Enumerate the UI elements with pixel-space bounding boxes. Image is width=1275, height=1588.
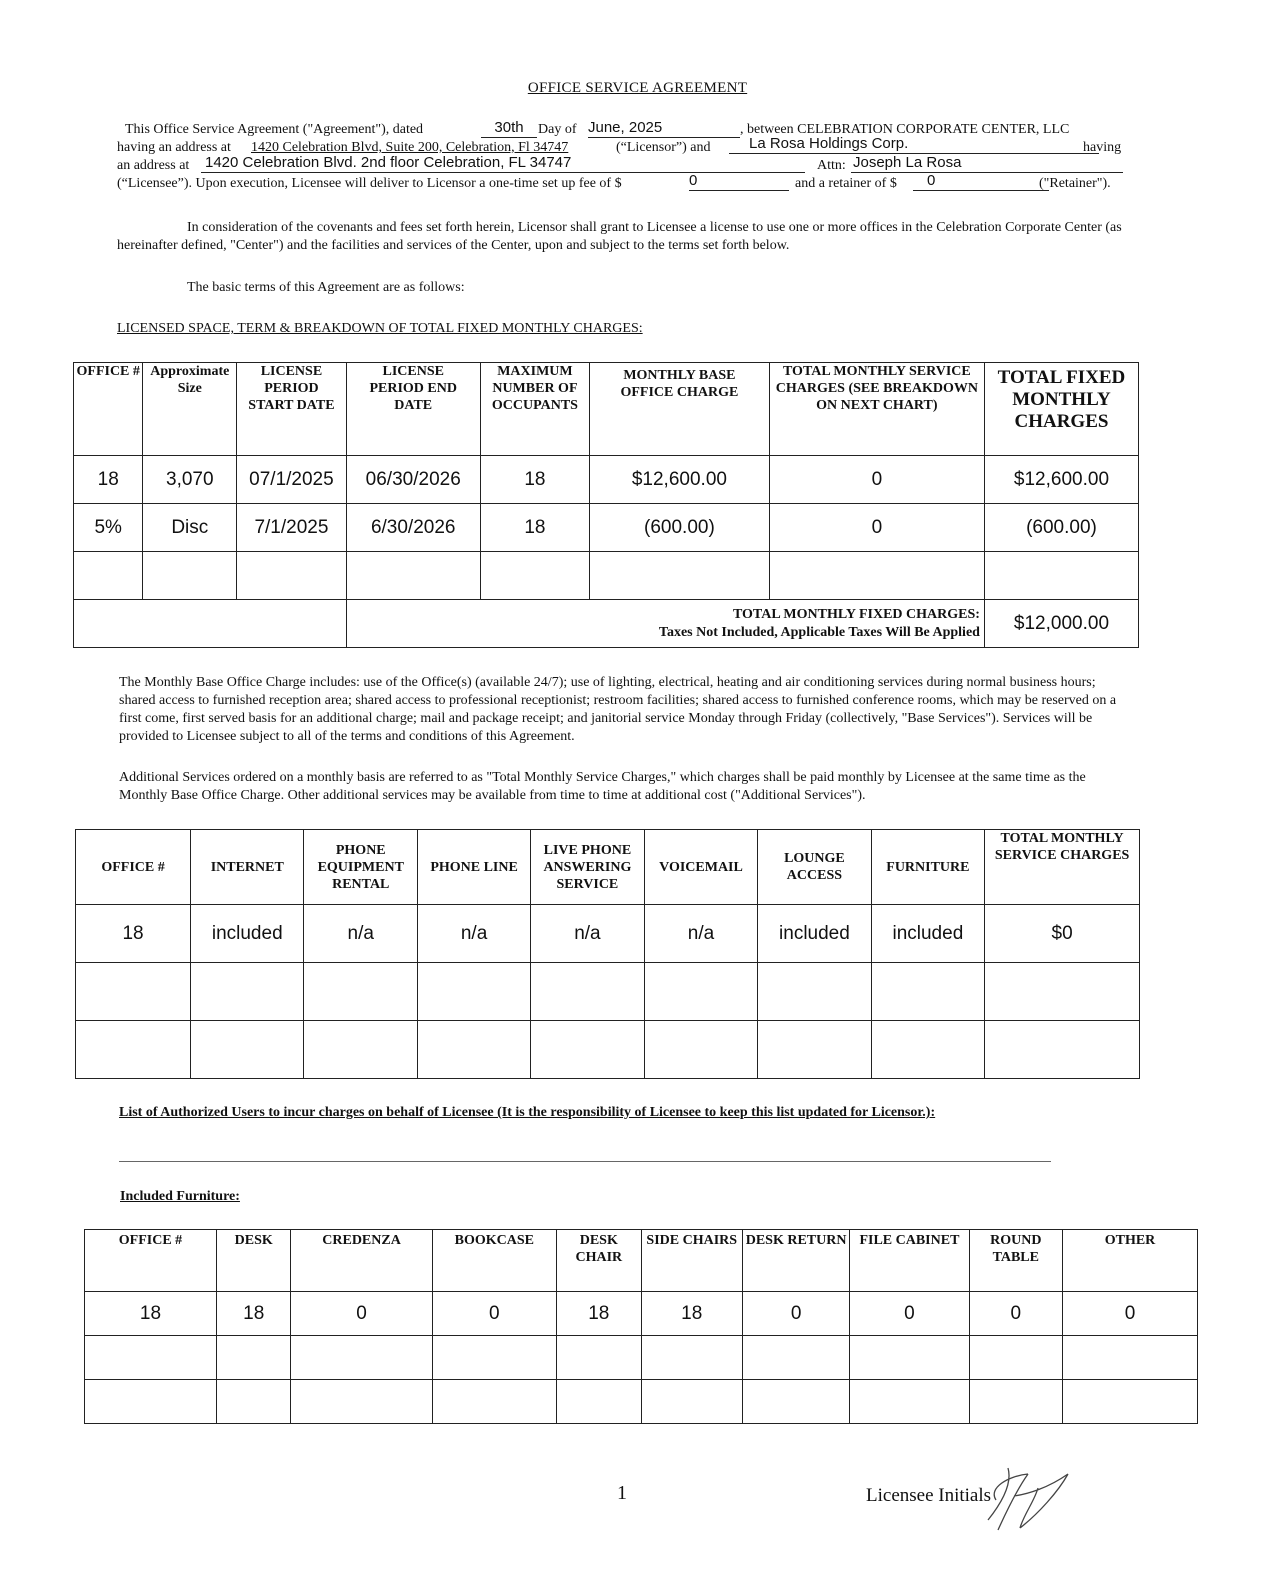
header-base-charge: MONTHLY BASE OFFICE CHARGE <box>590 363 770 456</box>
cell-internet <box>191 963 304 1021</box>
cell-office: 5% <box>74 504 143 552</box>
licensed-space-heading: LICENSED SPACE, TERM & BREAKDOWN OF TOTAL FIXED MONTHLY CHARGES: <box>117 321 643 336</box>
cell-live-answering: n/a <box>531 905 645 963</box>
license-table-header-row <box>74 363 1139 456</box>
table-row <box>74 456 1139 504</box>
intro-text: and a retainer of $ <box>795 176 897 191</box>
cell-file-cabinet <box>850 1380 969 1424</box>
cell-service-charges <box>769 552 984 600</box>
cell-size: 3,070 <box>143 456 237 504</box>
cell-occupants: 18 <box>480 504 589 552</box>
intro-text: having an address at <box>117 140 231 155</box>
cell-side-chairs <box>641 1380 742 1424</box>
cell-phone-line <box>418 1021 531 1079</box>
header-total-fixed: TOTAL FIXED MONTHLY CHARGES <box>984 363 1138 456</box>
cell-start-date: 07/1/2025 <box>237 456 346 504</box>
header-phone-equipment: PHONE EQUIPMENT RENTAL <box>304 830 418 905</box>
cell-desk-chair <box>557 1336 642 1380</box>
cell-desk-return <box>742 1380 849 1424</box>
cell-size: Disc <box>143 504 237 552</box>
table-row <box>76 905 1140 963</box>
cell-desk <box>216 1336 291 1380</box>
cell-office: 18 <box>76 905 191 963</box>
cell-desk-return <box>742 1336 849 1380</box>
service-table <box>75 829 1140 1079</box>
table-row <box>85 1292 1198 1336</box>
cell-office <box>76 1021 191 1079</box>
authorized-users-line <box>119 1161 1051 1162</box>
cell-desk-return: 0 <box>742 1292 849 1336</box>
document-title: OFFICE SERVICE AGREEMENT <box>527 80 748 96</box>
furniture-table <box>84 1229 1198 1424</box>
cell-bookcase <box>432 1336 556 1380</box>
header-desk-chair: DESK CHAIR <box>557 1230 642 1292</box>
header-internet: INTERNET <box>191 830 304 905</box>
table-row <box>85 1336 1198 1380</box>
agreement-month-year: June, 2025 <box>588 119 740 138</box>
cell-lounge-access <box>758 1021 871 1079</box>
furniture-table-header-row <box>85 1230 1198 1292</box>
cell-furniture: included <box>871 905 985 963</box>
cell-phone-equipment <box>304 963 418 1021</box>
cell-round-table <box>969 1380 1062 1424</box>
cell-end-date: 6/30/2026 <box>346 504 480 552</box>
licensee-name: La Rosa Holdings Corp. <box>729 135 1099 154</box>
header-max-occupants: MAXIMUM NUMBER OF OCCUPANTS <box>480 363 589 456</box>
cell-furniture <box>871 1021 985 1079</box>
cell-office: 18 <box>85 1292 217 1336</box>
cell-start-date: 7/1/2025 <box>237 504 346 552</box>
header-end-date: LICENSE PERIOD END DATE <box>346 363 480 456</box>
intro-text: ("Retainer"). <box>1039 176 1111 191</box>
cell-occupants <box>480 552 589 600</box>
cell-lounge-access <box>758 963 871 1021</box>
header-credenza: CREDENZA <box>291 1230 432 1292</box>
cell-office <box>76 963 191 1021</box>
included-furniture-heading: Included Furniture: <box>120 1189 240 1204</box>
cell-side-chairs <box>641 1336 742 1380</box>
header-desk: DESK <box>216 1230 291 1292</box>
cell-live-answering <box>531 963 645 1021</box>
intro-text: (“Licensee”). Upon execution, Licensee will deliver to Licensor a one-time set up fee of $ <box>117 176 622 191</box>
cell-other: 0 <box>1063 1292 1198 1336</box>
cell-credenza <box>291 1380 432 1424</box>
cell-phone-equipment <box>304 1021 418 1079</box>
cell-credenza: 0 <box>291 1292 432 1336</box>
cell-internet: included <box>191 905 304 963</box>
header-approx-size: Approximate Size <box>143 363 237 456</box>
cell-start-date <box>237 552 346 600</box>
cell-phone-line: n/a <box>418 905 531 963</box>
header-office: OFFICE # <box>76 830 191 905</box>
header-desk-return: DESK RETURN <box>742 1230 849 1292</box>
cell-furniture <box>871 963 985 1021</box>
authorized-users-heading: List of Authorized Users to incur charges on behalf of Licensee (It is the responsibility of Licensee to keep this list updated for Licensor.): <box>119 1105 936 1120</box>
header-side-chairs: SIDE CHAIRS <box>641 1230 742 1292</box>
additional-services-paragraph: Additional Services ordered on a monthly basis are referred to as "Total Monthly Service Charges," which charges shall be paid monthly by Licensee at the same time as the Monthly Base Office Charge. Other additional services may be available from time to time at additional cost ("Additional Services"). <box>119 770 1086 803</box>
license-total-row <box>74 600 1139 648</box>
header-furniture: FURNITURE <box>871 830 985 905</box>
licensor-address: 1420 Celebration Blvd, Suite 200, Celebration, Fl 34747 <box>251 140 569 155</box>
intro-text: Attn: <box>817 158 846 173</box>
header-lounge-access: LOUNGE ACCESS <box>758 830 871 905</box>
header-live-answering: LIVE PHONE ANSWERING SERVICE <box>531 830 645 905</box>
cell-total-fixed <box>984 552 1138 600</box>
table-row <box>76 963 1140 1021</box>
header-round-table: ROUND TABLE <box>969 1230 1062 1292</box>
setup-fee: 0 <box>689 172 789 191</box>
cell-base-charge: (600.00) <box>590 504 770 552</box>
cell-side-chairs: 18 <box>641 1292 742 1336</box>
cell-voicemail: n/a <box>644 905 758 963</box>
header-voicemail: VOICEMAIL <box>644 830 758 905</box>
base-services-paragraph: The Monthly Base Office Charge includes: use of the Office(s) (available 24/7); use of lighting, electrical, heating and air conditioning services during normal business hours; shared access to furnished reception area; shared access to professional receptionist; restroom facilities; shared access to furnished conference rooms, which may be reserved on a first come, first served basis for an additional charge; mail and package receipt; and janitorial service Monday through Friday (collectively, "Base Services"). Services will be provided to Licensee subject to all of the terms and conditions of this Agreement. <box>119 675 1117 744</box>
header-service-charges: TOTAL MONTHLY SERVICE CHARGES (SEE BREAKDOWN ON NEXT CHART) <box>769 363 984 456</box>
licensee-initials-label: Licensee Initials <box>866 1485 992 1506</box>
initials-signature <box>968 1458 1080 1538</box>
cell-desk <box>216 1380 291 1424</box>
cell-phone-equipment: n/a <box>304 905 418 963</box>
cell-base-charge <box>590 552 770 600</box>
intro-text: Day of <box>538 122 577 137</box>
intro-paragraph <box>117 121 1127 193</box>
total-row-blank <box>74 600 347 648</box>
retainer-amount: 0 <box>913 172 1049 191</box>
cell-desk-chair <box>557 1380 642 1424</box>
header-office: OFFICE # <box>74 363 143 456</box>
cell-total-fixed: (600.00) <box>984 504 1138 552</box>
cell-total-fixed: $12,600.00 <box>984 456 1138 504</box>
header-office: OFFICE # <box>85 1230 217 1292</box>
cell-desk-chair: 18 <box>557 1292 642 1336</box>
cell-round-table: 0 <box>969 1292 1062 1336</box>
cell-office: 18 <box>74 456 143 504</box>
cell-other <box>1063 1336 1198 1380</box>
consideration-paragraph: In consideration of the covenants and fees set forth herein, Licensor shall grant to Licensee a license to use one or more offices in the Celebration Corporate Center (as hereinafter defined, "Center") and the facilities and services of the Center, upon and subject to the terms set forth below. <box>117 220 1122 253</box>
cell-office <box>74 552 143 600</box>
total-label: TOTAL MONTHLY FIXED CHARGES: <box>732 606 980 622</box>
table-row <box>85 1380 1198 1424</box>
cell-end-date: 06/30/2026 <box>346 456 480 504</box>
header-phone-line: PHONE LINE <box>418 830 531 905</box>
basic-terms-text: The basic terms of this Agreement are as follows: <box>187 280 465 295</box>
cell-file-cabinet <box>850 1336 969 1380</box>
page-number: 1 <box>617 1482 627 1504</box>
total-label-cell <box>346 600 984 648</box>
cell-service-charges: 0 <box>769 456 984 504</box>
licensee-address: 1420 Celebration Blvd. 2nd floor Celebration, FL 34747 <box>201 154 805 173</box>
intro-text: This Office Service Agreement ("Agreement"), dated <box>125 122 424 137</box>
cell-round-table <box>969 1336 1062 1380</box>
cell-other <box>1063 1380 1198 1424</box>
cell-bookcase <box>432 1380 556 1424</box>
cell-desk: 18 <box>216 1292 291 1336</box>
header-bookcase: BOOKCASE <box>432 1230 556 1292</box>
total-tax-note: Taxes Not Included, Applicable Taxes Will Be Applied <box>658 624 980 640</box>
cell-occupants: 18 <box>480 456 589 504</box>
cell-total-service <box>985 963 1140 1021</box>
service-table-header-row <box>76 830 1140 905</box>
attention-name: Joseph La Rosa <box>851 154 1123 173</box>
intro-text: (“Licensor”) and <box>616 140 711 155</box>
header-start-date: LICENSE PERIOD START DATE <box>237 363 346 456</box>
cell-voicemail <box>644 1021 758 1079</box>
table-row <box>74 552 1139 600</box>
header-other: OTHER <box>1063 1230 1198 1292</box>
cell-voicemail <box>644 963 758 1021</box>
cell-base-charge: $12,600.00 <box>590 456 770 504</box>
cell-live-answering <box>531 1021 645 1079</box>
agreement-day: 30th <box>481 119 537 138</box>
cell-file-cabinet: 0 <box>850 1292 969 1336</box>
cell-service-charges: 0 <box>769 504 984 552</box>
header-total-service: TOTAL MONTHLY SERVICE CHARGES <box>985 830 1140 905</box>
cell-total-service: $0 <box>985 905 1140 963</box>
cell-end-date <box>346 552 480 600</box>
table-row <box>76 1021 1140 1079</box>
cell-internet <box>191 1021 304 1079</box>
cell-credenza <box>291 1336 432 1380</box>
intro-text: an address at <box>117 158 190 173</box>
cell-office <box>85 1380 217 1424</box>
cell-total-service <box>985 1021 1140 1079</box>
cell-bookcase: 0 <box>432 1292 556 1336</box>
cell-size <box>143 552 237 600</box>
license-table <box>73 362 1139 648</box>
cell-office <box>85 1336 217 1380</box>
total-fixed-value: $12,000.00 <box>984 600 1138 648</box>
intro-text: , between CELEBRATION CORPORATE CENTER, LLC <box>740 122 1070 137</box>
cell-lounge-access: included <box>758 905 871 963</box>
table-row <box>74 504 1139 552</box>
cell-phone-line <box>418 963 531 1021</box>
header-file-cabinet: FILE CABINET <box>850 1230 969 1292</box>
intro-text: having <box>1083 140 1122 155</box>
